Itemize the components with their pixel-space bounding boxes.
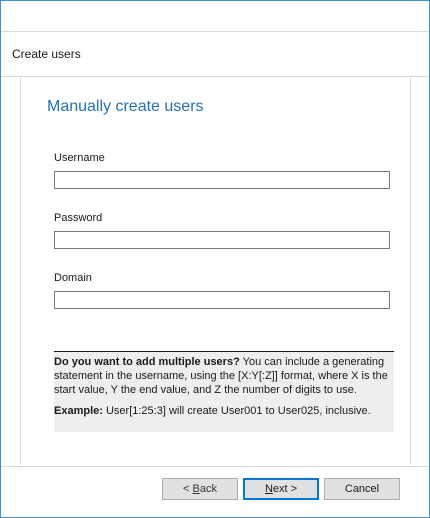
back-button-rest: ack [199, 483, 217, 495]
multiple-users-question: Do you want to add multiple users? [54, 356, 240, 368]
dialog-header [1, 31, 429, 77]
content-panel [20, 76, 411, 465]
example-text: User[1:25:3] will create User001 to User025, inclusive. [102, 405, 371, 417]
back-button-prefix: < [183, 483, 193, 495]
multiple-users-info [54, 351, 394, 432]
example-label: Example: [54, 405, 103, 417]
username-label: Username [54, 152, 105, 164]
dialog-footer [1, 466, 429, 518]
multiple-users-description [54, 355, 394, 397]
username-input[interactable] [54, 171, 390, 189]
back-button[interactable] [162, 478, 238, 500]
cancel-button[interactable]: Cancel [324, 478, 400, 500]
domain-label: Domain [54, 272, 92, 284]
domain-input[interactable] [54, 291, 390, 309]
dialog-title: Create users [12, 47, 81, 61]
next-button-hotkey: N [264, 483, 273, 495]
multiple-users-explanation: You can include a generating statement in the username, using the [X:Y[:Z]] format, where X is the start value, Y the end value, and Z the number of digits to use. [54, 356, 388, 396]
back-button-hotkey: B [192, 483, 200, 495]
next-button[interactable] [243, 478, 319, 500]
password-label: Password [54, 212, 103, 224]
next-button-rest: ext > [272, 483, 298, 495]
example-line [54, 405, 371, 417]
password-input[interactable] [54, 231, 390, 249]
page-heading: Manually create users [47, 98, 204, 115]
